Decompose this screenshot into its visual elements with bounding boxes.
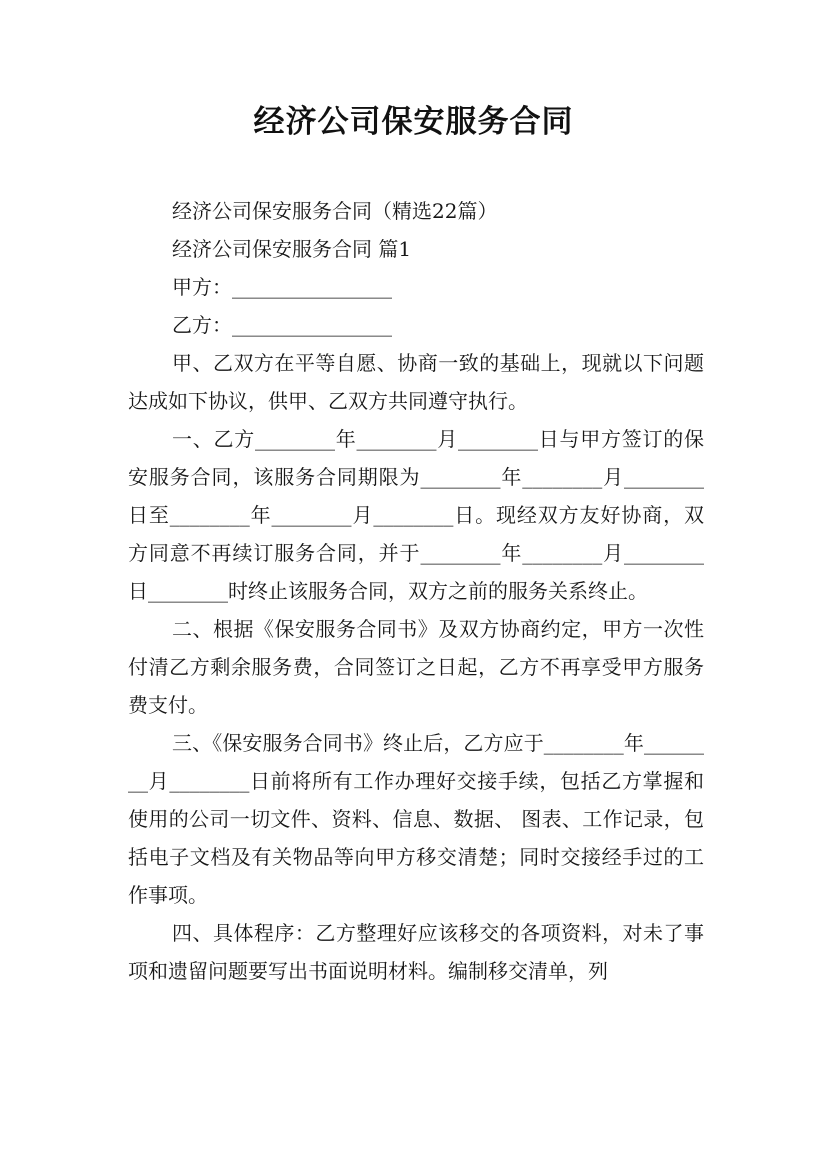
document-body (128, 192, 704, 990)
paragraph-party-b: 乙方：________________ (172, 313, 392, 337)
document-title: 经济公司保安服务合同 (253, 104, 574, 140)
paragraph-clause-2: 二、根据《保安服务合同书》及双方协商约定，甲方一次性付清乙方剩余服务费，合同签订之日起，乙方不再享受甲方服务费支付。 (128, 617, 704, 717)
paragraph-section-heading: 经济公司保安服务合同 篇1 (172, 237, 412, 261)
paragraph-clause-1: 一、乙方________年________月________日与甲方签订的保安服务合同，该服务合同期限为________年________月________日至________年________月________日。现经双方友好协商，双方同意不再续订服务合同，并于________年________月________日________时终止该服务合同，双方之前的服务关系终止。 (128, 427, 704, 603)
paragraph-clause-3: 三、《保安服务合同书》终止后，乙方应于________年________月________日前将所有工作办理好交接手续，包括乙方掌握和使用的公司一切文件、资料、信息、数据、 图表、工作记录，包括电子文档及有关物品等向甲方移交清楚；同时交接经手过的工作事项。 (128, 731, 704, 907)
paragraph-preamble: 甲、乙双方在平等自愿、协商一致的基础上，现就以下问题达成如下协议，供甲、乙双方共同遵守执行。 (128, 351, 704, 413)
paragraph-subtitle: 经济公司保安服务合同（精选22篇） (172, 199, 498, 223)
paragraph-clause-4: 四、具体程序：乙方整理好应该移交的各项资料，对未了事项和遗留问题要写出书面说明材料。编制移交清单，列 (128, 921, 704, 983)
paragraph-party-a: 甲方：________________ (172, 275, 392, 299)
